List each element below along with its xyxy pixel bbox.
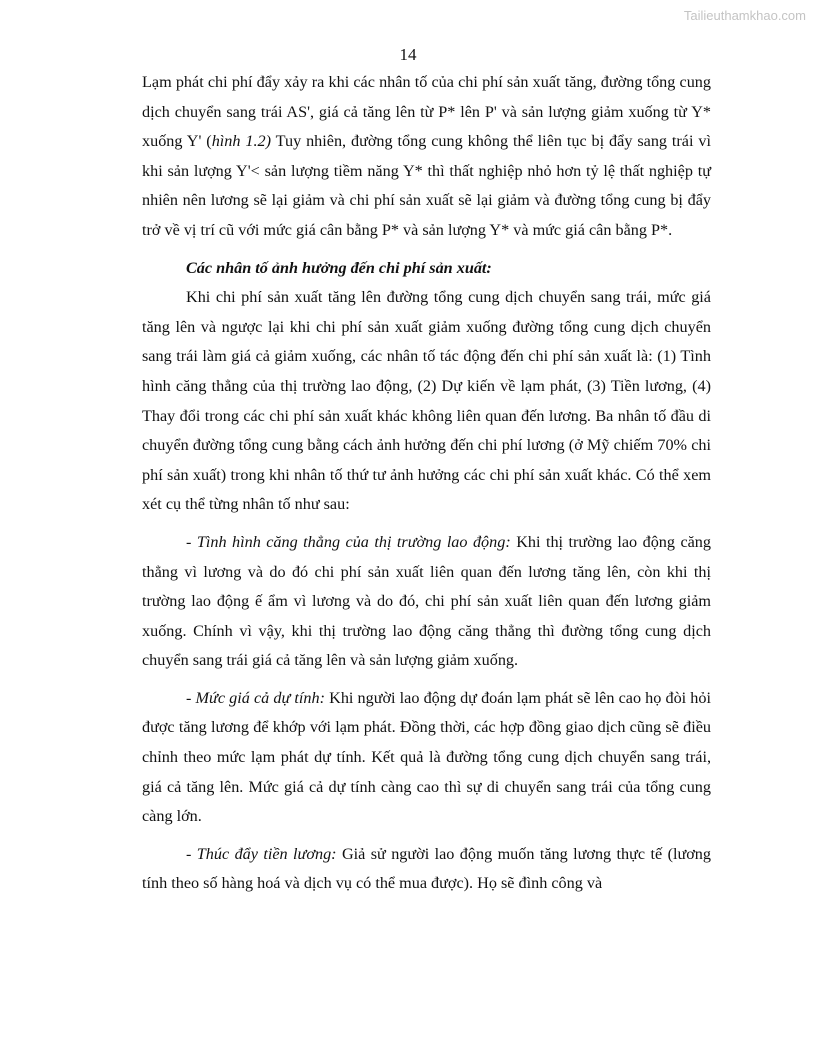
paragraph-cost-push bbox=[142, 68, 711, 246]
list-item-term: Tình hình căng thẳng của thị trường lao động: bbox=[196, 532, 511, 551]
list-item-body: Giả sử người lao động muốn tăng lương thực tế (lương tính theo số hàng hoá và dịch vụ có thể mua được). Họ sẽ đình công và bbox=[142, 844, 711, 893]
list-dash: - bbox=[186, 688, 196, 707]
watermark: Tailieuthamkhao.com bbox=[683, 8, 806, 23]
list-item-term: Thúc đẩy tiền lương: bbox=[196, 844, 337, 863]
list-dash: - bbox=[186, 844, 197, 863]
page-number: 14 bbox=[399, 45, 417, 64]
list-item-wage-push bbox=[142, 840, 711, 899]
document-body bbox=[142, 68, 711, 899]
list-item-body: Khi người lao động dự đoán lạm phát sẽ lên cao họ đòi hỏi được tăng lương để khớp với lạm phát. Đồng thời, các hợp đồng giao dịch cũng sẽ điều chỉnh theo mức lạm phát dự tính. Kết quả là đường tổng cung dịch chuyển sang trái, giá cả tăng lên. Mức giá cả dự tính càng cao thì sự di chuyển sang trái của tổng cung càng lớn. bbox=[142, 688, 711, 826]
paragraph-text: Tuy nhiên, đường tổng cung không thể liên tục bị đẩy sang trái vì khi sản lượng Y'< sản lượng tiềm năng Y* thì thất nghiệp nhỏ hơn tỷ lệ thất nghiệp tự nhiên nên lương sẽ lại giảm và chi phí sản xuất sẽ lại giảm và đường tổng cung bị đẩy trở về vị trí cũ với mức giá cân bằng P* và sản lượng Y* và mức giá cân bằng P*. bbox=[142, 132, 711, 239]
figure-reference: hình 1.2) bbox=[211, 132, 272, 151]
list-item-term: Mức giá cả dự tính: bbox=[195, 688, 325, 707]
list-item-body: Khi thị trường lao động căng thẳng vì lương và do đó chi phí sản xuất liên quan đến lương tăng lên, còn khi thị trường lao động ế ẩm vì lương và do đó, chi phí sản xuất liên quan đến lương giảm xuống. Chính vì vậy, khi thị trường lao động căng thẳng thì đường tổng cung dịch chuyển sang trái giá cả tăng lên và sản lượng giảm xuống. bbox=[142, 532, 711, 670]
list-item-labor-market bbox=[142, 528, 711, 676]
paragraph-factors: Khi chi phí sản xuất tăng lên đường tổng cung dịch chuyển sang trái, mức giá tăng lên và ngược lại khi chi phí sản xuất giảm xuống đường tổng cung dịch chuyển sang trái làm giá cả giảm xuống, các nhân tố tác động đến chi phí sản xuất là: (1) Tình hình căng thẳng của thị trường lao động, (2) Dự kiến về lạm phát, (3) Tiền lương, (4) Thay đổi trong các chi phí sản xuất khác không liên quan đến lương. Ba nhân tố đầu di chuyển đường tổng cung bằng cách ảnh hưởng đến chi phí lương (ở Mỹ chiếm 70% chi phí sản xuất) trong khi nhân tố thứ tư ảnh hưởng các chi phí sản xuất khác. Có thể xem xét cụ thể từng nhân tố như sau: bbox=[142, 288, 711, 514]
paragraph-text: Lạm phát chi phí đẩy xảy ra khi các nhân tố của chi phí sản xuất tăng, đường tổng cung dịch chuyển sang trái AS', giá cả tăng lên từ P* lên P' và sản lượng giảm xuống từ Y* xuống Y' ( bbox=[142, 73, 711, 151]
list-dash: - bbox=[186, 532, 197, 551]
section-heading: Các nhân tố ảnh hưởng đến chi phí sản xuất: bbox=[186, 258, 492, 277]
list-item-expected-price bbox=[142, 684, 711, 832]
